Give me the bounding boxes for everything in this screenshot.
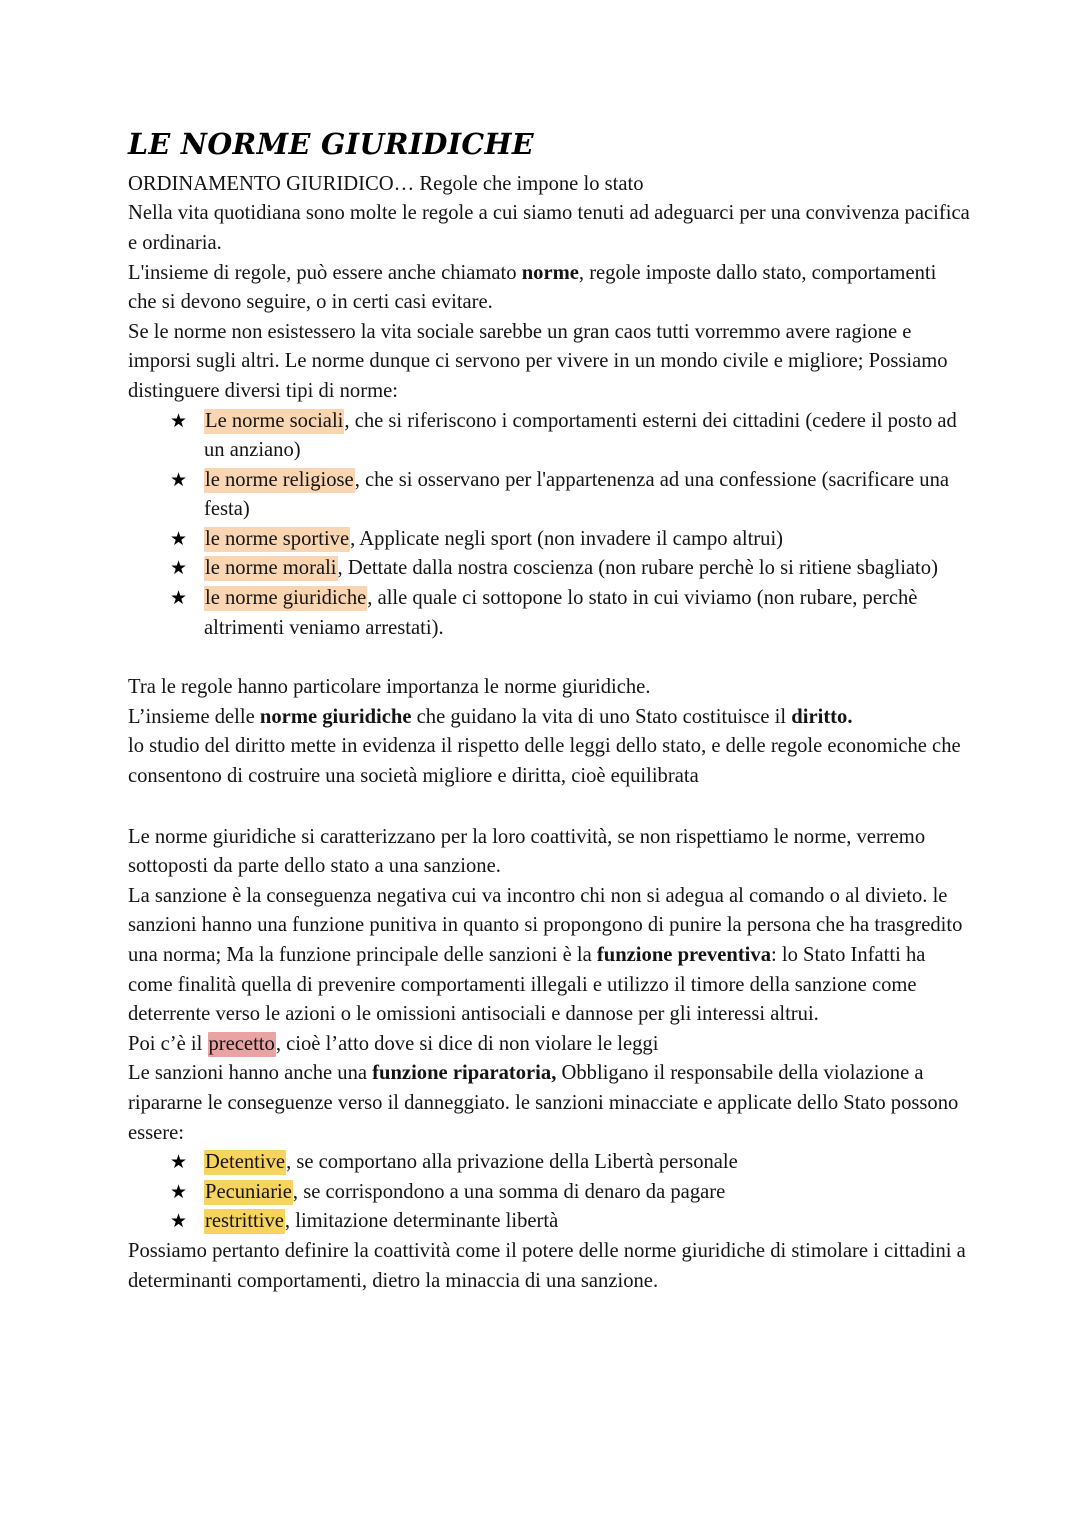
highlighted-term: Le norme sociali xyxy=(205,409,344,432)
list-item-text: , Applicate negli sport (non invadere il campo altrui) xyxy=(350,527,784,550)
list-item xyxy=(170,466,970,525)
paragraph-insieme-di-regole xyxy=(128,259,970,318)
highlighted-term-precetto: precetto xyxy=(208,1032,275,1055)
star-bullet-icon: ★ xyxy=(170,1152,188,1174)
paragraph-studio-del-diritto: lo studio del diritto mette in evidenza il rispetto delle leggi dello stato, e delle regole economiche che consentono di costruire una società migliore e diritta, cioè equilibrata xyxy=(128,735,961,788)
list-item-text: , se corrispondono a una somma di denaro da pagare xyxy=(292,1180,726,1203)
list-item xyxy=(170,1148,970,1178)
text-funzione-riparatoria-bold: funzione riparatoria, xyxy=(372,1062,557,1085)
list-item xyxy=(170,1178,970,1208)
text-funzione-preventiva-bold: funzione preventiva xyxy=(596,944,771,967)
list-item-text: , alle quale ci sottopone lo stato in cui viviamo (non rubare, perchè altrimenti veniamo arrestati). xyxy=(204,587,918,639)
star-bullet-icon: ★ xyxy=(170,1181,188,1203)
star-bullet-icon: ★ xyxy=(170,410,188,432)
text-diritto-bold: diritto. xyxy=(791,705,853,728)
star-bullet-icon: ★ xyxy=(170,588,188,610)
text-insieme-post: , regole imposte dallo stato, comportamenti che si devono seguire, o in certi casi evitare. xyxy=(128,261,937,314)
paragraph-tra-le-regole: Tra le regole hanno particolare importanza le norme giuridiche. xyxy=(128,676,651,699)
text-precetto-pre: Poi c’è il xyxy=(128,1032,208,1055)
paragraph-precetto xyxy=(128,1030,970,1060)
paragraph-vita-quotidiana: Nella vita quotidiana sono molte le regole a cui siamo tenuti ad adeguarci per una convivenza pacifica e ordinaria. xyxy=(128,202,970,254)
highlighted-term: le norme religiose xyxy=(205,468,354,491)
highlighted-term: Detentive xyxy=(205,1151,286,1174)
text-insieme-pre: L’insieme delle xyxy=(128,705,260,728)
text-sanzione-pre: La sanzione è la conseguenza negativa cui va incontro chi non si adegua al comando o al divieto. le sanzioni hanno una funzione punitiva in quanto si propongono di punire la persona che ha trasgredito una norma; Ma la funzione principale delle sanzioni è la xyxy=(128,884,963,967)
list-item xyxy=(170,584,970,643)
paragraph-caos-sociale: Se le norme non esistessero la vita sociale sarebbe un gran caos tutti vorremmo avere ragione e imporsi sugli altri. Le norme dunque ci servono per vivere in un mondo civile e migliore; Possiamo distinguere diversi tipi di norme: xyxy=(128,320,948,402)
highlighted-term: le norme morali xyxy=(205,557,337,580)
page-title: LE NORME GIURIDICHE xyxy=(128,127,534,161)
highlighted-term: restrittive xyxy=(205,1210,284,1233)
list-item xyxy=(170,407,970,466)
paragraph-conclusione: Possiamo pertanto definire la coattività come il potere delle norme giuridiche di stimolare i cittadini a determinanti comportamenti, dietro la minaccia di una sanzione. xyxy=(128,1239,966,1292)
paragraph-ordinamento: ORDINAMENTO GIURIDICO… Regole che impone lo stato xyxy=(128,172,644,195)
highlighted-term: le norme sportive xyxy=(205,527,350,550)
list-item-text: , Dettate dalla nostra coscienza (non rubare perchè lo si ritiene sbagliato) xyxy=(337,557,938,580)
text-norme-giuridiche-bold: norme giuridiche xyxy=(259,705,412,728)
list-item-text: , se comportano alla privazione della Libertà personale xyxy=(286,1151,738,1174)
paragraph-insieme-norme-giuridiche xyxy=(128,703,970,733)
list-item xyxy=(170,525,970,555)
paragraph-funzione-riparatoria xyxy=(128,1059,970,1148)
list-item-text: , che si osservano per l'appartenenza ad una confessione (sacrificare una festa) xyxy=(204,468,950,521)
section-spacer xyxy=(128,643,970,673)
list-item-text: , che si riferiscono i comportamenti esterni dei cittadini (cedere il posto ad un anziano) xyxy=(204,409,957,462)
list-item xyxy=(170,554,970,584)
highlighted-term: Pecuniarie xyxy=(205,1180,292,1203)
star-bullet-icon: ★ xyxy=(170,1211,188,1233)
highlighted-term: le norme giuridiche xyxy=(205,587,367,610)
text-riparatoria-pre: Le sanzioni hanno anche una xyxy=(128,1062,373,1085)
paragraph-sanzione-definizione xyxy=(128,882,970,1030)
star-bullet-icon: ★ xyxy=(170,528,188,550)
star-bullet-icon: ★ xyxy=(170,558,188,580)
sanzioni-types-list xyxy=(128,1148,970,1237)
text-insieme-pre: L'insieme di regole, può essere anche chiamato xyxy=(128,261,522,284)
text-riparatoria-post: Obbligano il responsabile della violazione a ripararne le conseguenze verso il danneggiato. le sanzioni minacciate e applicate dello Stato possono essere: xyxy=(128,1062,959,1144)
text-sanzione-post: : lo Stato Infatti ha come finalità quella di prevenire comportamenti illegali e utilizzo il timore della sanzione come deterrente verso le azioni o le omissioni antisociali e dannose per gli interessi altrui. xyxy=(128,944,926,1026)
norme-types-list xyxy=(128,407,970,644)
list-item xyxy=(170,1207,970,1237)
paragraph-coattivita: Le norme giuridiche si caratterizzano per la loro coattività, se non rispettiamo le norme, verremo sottoposti da parte dello stato a una sanzione. xyxy=(128,825,926,878)
section-spacer xyxy=(128,792,970,823)
text-precetto-post: , cioè l’atto dove si dice di non violare le leggi xyxy=(275,1032,659,1055)
text-norme-bold: norme xyxy=(521,261,579,284)
star-bullet-icon: ★ xyxy=(170,469,188,491)
text-insieme-mid: che guidano la vita di uno Stato costituisce il xyxy=(411,705,792,728)
list-item-text: , limitazione determinante libertà xyxy=(284,1210,559,1233)
